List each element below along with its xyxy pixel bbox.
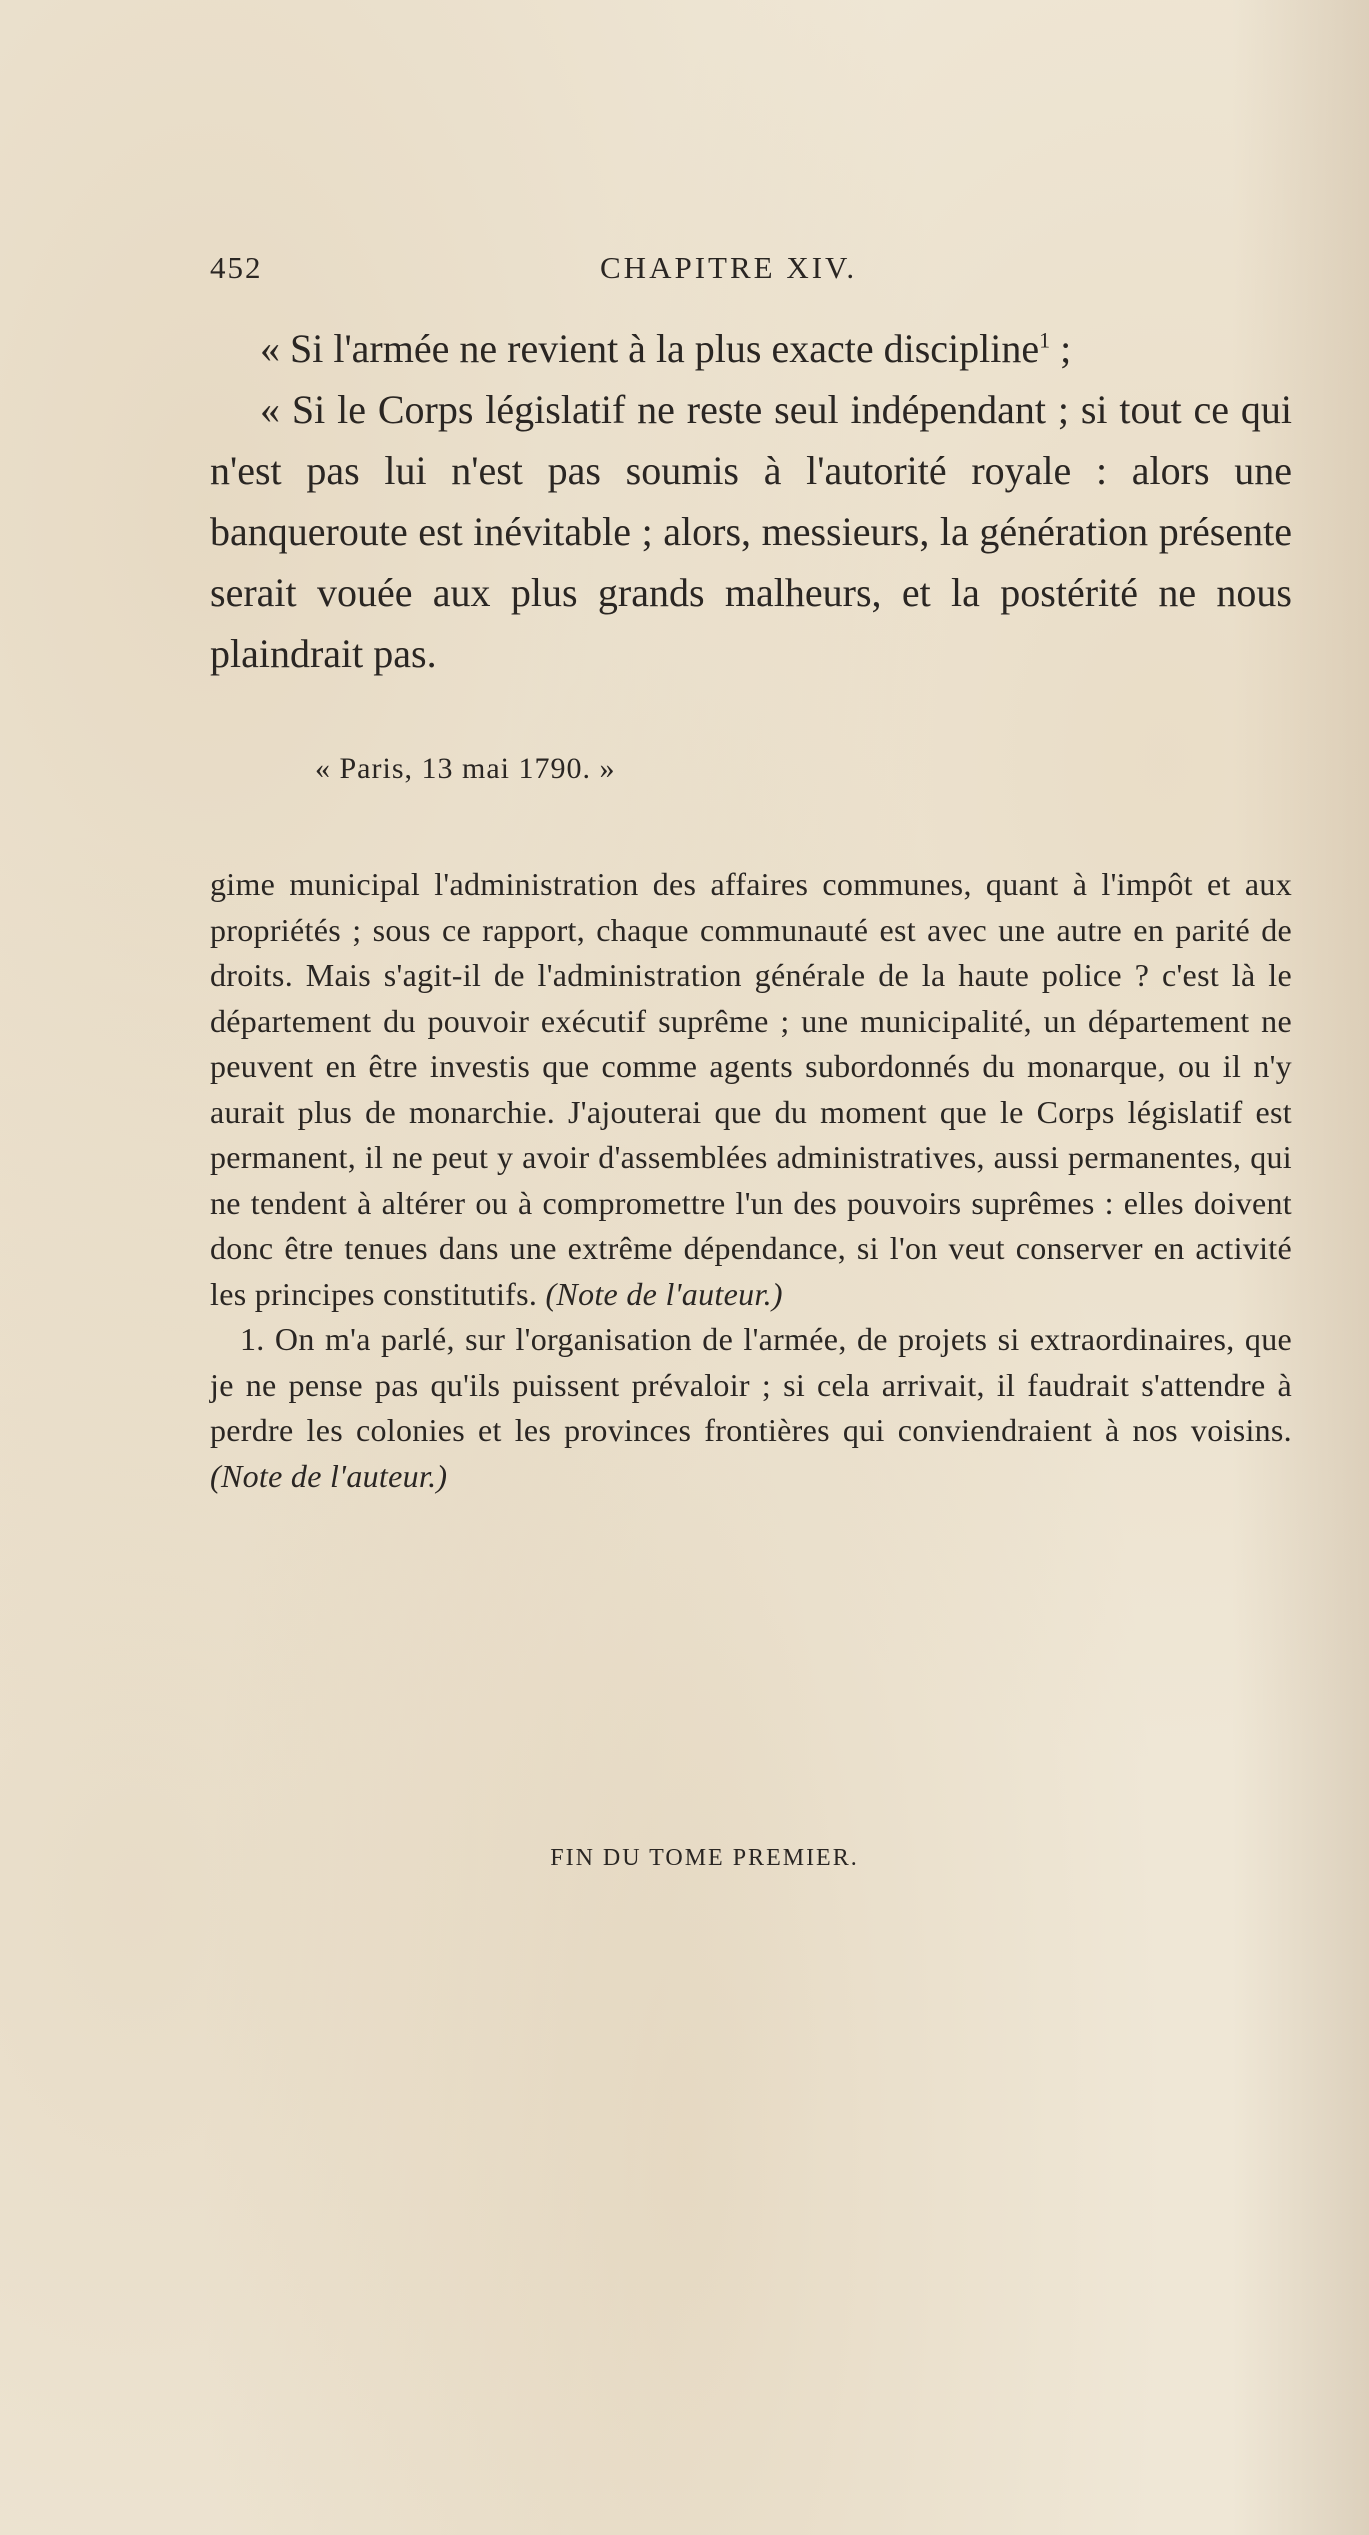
chapter-title: CHAPITRE XIV. [600, 250, 858, 285]
footnote-continued [210, 862, 1292, 1317]
page-number: 452 [210, 250, 263, 285]
footnote-continued-text: gime municipal l'administration des affaires communes, quant à l'impôt et aux propriétés ; sous ce rapport, chaque communauté est avec une autre en parité de droits. Mais s'agit-il de l'administration générale de la haute police ? c'est là le département du pouvoir exécutif suprême ; une municipalité, un département ne peuvent en être investis que comme agents subordonnés du monarque, ou il n'y aurait plus de monarchie. J'ajouterai que du moment que le Corps législatif est permanent, il ne peut y avoir d'assemblées administratives, aussi permanentes, qui ne tendent à altérer ou à compromettre l'un des pouvoirs suprêmes : elles doivent donc être tenues dans une extrême dépendance, si l'on veut conserver en activité les principes constitutifs. [210, 866, 1292, 1312]
footnote-1-text: On m'a parlé, sur l'organisation de l'armée, de projets si extraordinaires, que je ne pense pas qu'ils puissent prévaloir ; si cela arrivait, il faudrait s'attendre à perdre les colonies et les provinces frontières qui conviendraient à nos voisins. [210, 1321, 1292, 1448]
footnote-1-attribution: (Note de l'auteur.) [210, 1457, 448, 1494]
footnote-1 [210, 1317, 1292, 1499]
letter-signature: « Paris, 13 mai 1790. » [315, 752, 616, 785]
main-paragraph-1-end: ; [1050, 326, 1072, 371]
footnote-continued-attribution: (Note de l'auteur.) [545, 1275, 783, 1312]
main-paragraph-1 [210, 318, 1292, 379]
footnotes [210, 862, 1292, 1499]
colophon: FIN DU TOME PREMIER. [550, 1845, 859, 1871]
main-paragraph-1-text: « Si l'armée ne revient à la plus exacte discipline [260, 326, 1040, 371]
main-paragraph-2: « Si le Corps législatif ne reste seul indépendant ; si tout ce qui n'est pas lui n'est pas soumis à l'autorité royale : alors une banqueroute est inévitable ; alors, messieurs, la génération présente serait vouée aux plus grands malheurs, et la postérité ne nous plaindrait pas. [210, 387, 1292, 676]
footnote-reference-1: 1 [1039, 327, 1051, 353]
footnote-1-marker: 1. [240, 1321, 265, 1357]
running-head [210, 250, 1290, 294]
main-text [210, 318, 1292, 684]
